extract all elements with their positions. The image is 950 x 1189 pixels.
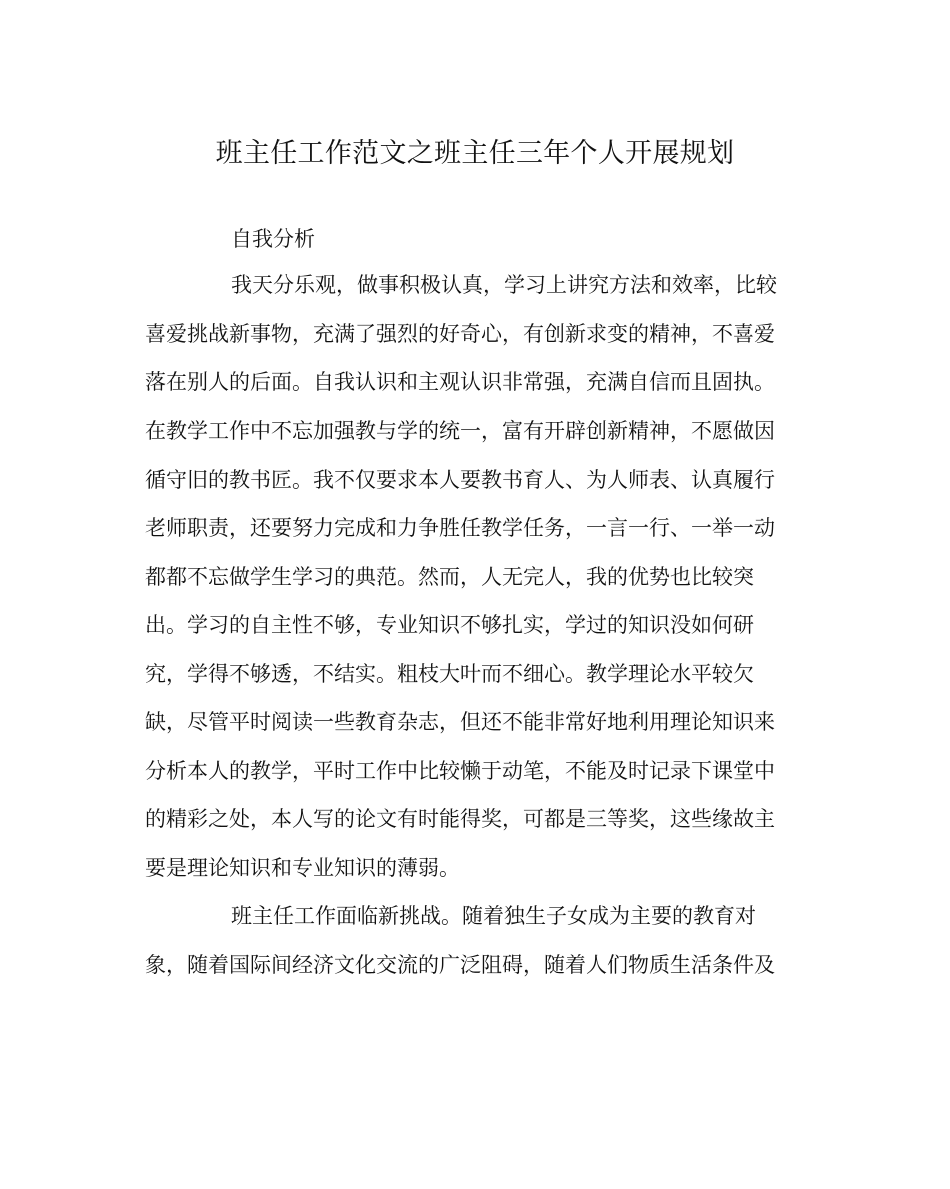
paragraph-1-line-2: 喜爱挑战新事物，充满了强烈的好奇心，有创新求变的精神，不喜爱 bbox=[145, 322, 775, 346]
section-heading: 自我分析 bbox=[231, 227, 315, 251]
paragraph-1-line-11: 分析本人的教学，平时工作中比较懒于动笔，不能及时记录下课堂中 bbox=[145, 759, 775, 783]
paragraph-1-line-10: 缺，尽管平时阅读一些教育杂志，但还不能非常好地利用理论知识来 bbox=[145, 710, 775, 734]
paragraph-1-line-9: 究，学得不够透，不结实。粗枝大叶而不细心。教学理论水平较欠 bbox=[145, 662, 754, 686]
paragraph-1-line-3: 落在别人的后面。自我认识和主观认识非常强，充满自信而且固执。 bbox=[145, 370, 775, 394]
paragraph-1-line-6: 老师职责，还要努力完成和力争胜任教学任务，一言一行、一举一动 bbox=[145, 516, 775, 540]
paragraph-1-line-12: 的精彩之处，本人写的论文有时能得奖，可都是三等奖，这些缘故主 bbox=[145, 807, 775, 831]
paragraph-1-line-13: 要是理论知识和专业知识的薄弱。 bbox=[145, 856, 460, 880]
paragraph-1-line-4: 在教学工作中不忘加强教与学的统一，富有开辟创新精神，不愿做因 bbox=[145, 419, 775, 443]
paragraph-1-line-5: 循守旧的教书匠。我不仅要求本人要教书育人、为人师表、认真履行 bbox=[145, 468, 775, 492]
paragraph-2-line-1: 班主任工作面临新挑战。随着独生子女成为主要的教育对 bbox=[231, 904, 756, 928]
paragraph-1-line-1: 我天分乐观，做事积极认真，学习上讲究方法和效率，比较 bbox=[231, 273, 777, 297]
paragraph-2-line-2: 象，随着国际间经济文化交流的广泛阻碍，随着人们物质生活条件及 bbox=[145, 953, 775, 977]
document-title: 班主任工作范文之班主任三年个人开展规划 bbox=[215, 138, 735, 169]
paragraph-1-line-8: 出。学习的自主性不够，专业知识不够扎实，学过的知识没如何研 bbox=[145, 613, 754, 637]
paragraph-1-line-7: 都都不忘做学生学习的典范。然而，人无完人，我的优势也比较突 bbox=[145, 565, 754, 589]
